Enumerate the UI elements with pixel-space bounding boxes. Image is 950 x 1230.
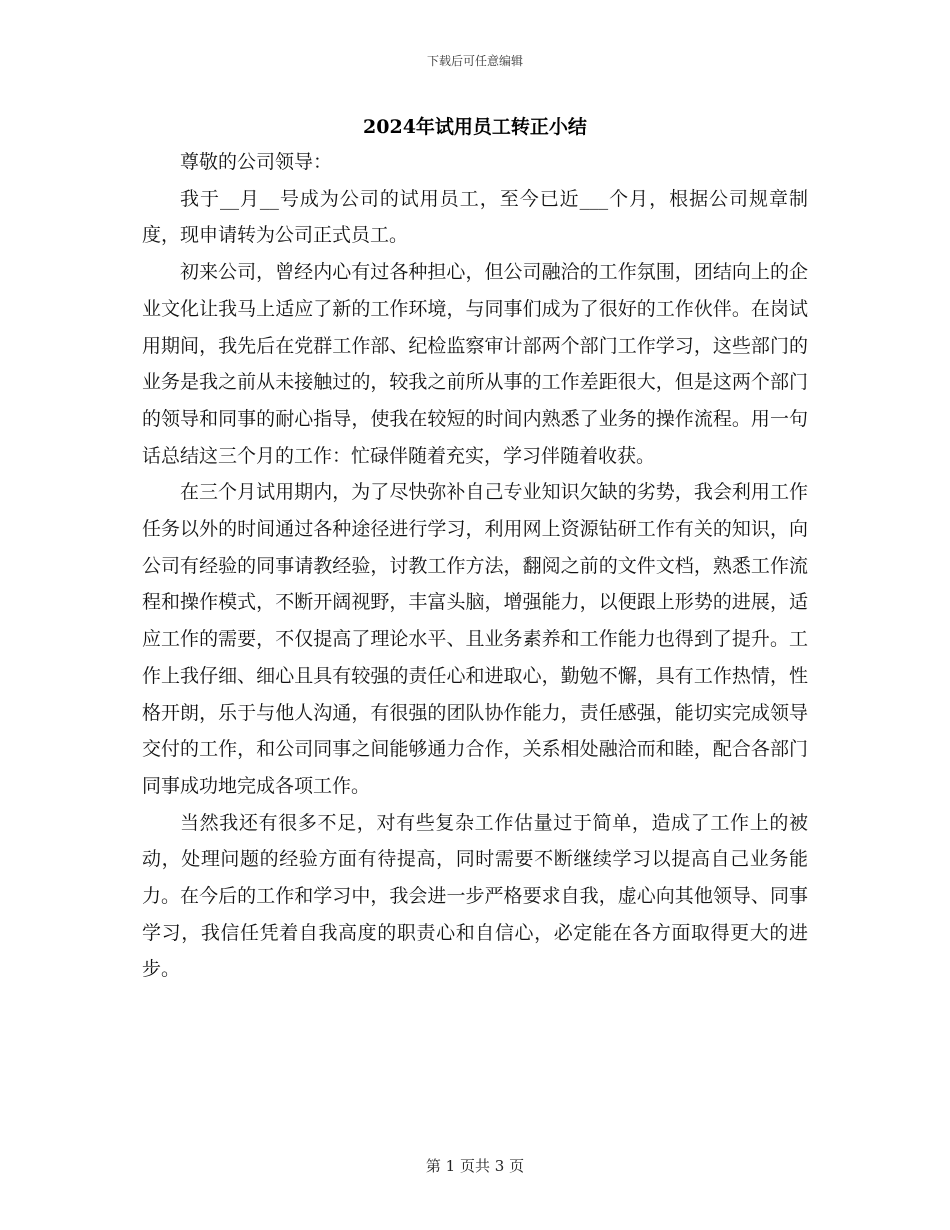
paragraph-2: 初来公司，曾经内心有过各种担心，但公司融洽的工作氛围，团结向上的企业文化让我马上适应了新的工作环境，与同事们成为了很好的工作伙伴。在岗试用期间，我先后在党群工作部、纪检监察审计部两个部门工作学习，这些部门的业务是我之前从未接触过的，较我之前所从事的工作差距很大，但是这两个部门的领导和同事的耐心指导，使我在较短的时间内熟悉了业务的操作流程。用一句话总结这三个月的工作：忙碌伴随着充实，学习伴随着收获。 [142, 261, 808, 467]
paragraph-4: 当然我还有很多不足，对有些复杂工作估量过于简单，造成了工作上的被动，处理问题的经验方面有待提高，同时需要不断继续学习以提高自己业务能力。在今后的工作和学习中，我会进一步严格要求自我，虚心向其他领导、同事学习，我信任凭着自我高度的职责心和自信心，必定能在各方面取得更大的进步。 [142, 811, 808, 981]
page-header-note: 下载后可任意编辑 [426, 54, 523, 68]
document-title: 2024年试用员工转正小结 [363, 116, 587, 138]
salutation: 尊敬的公司领导： [180, 151, 333, 173]
document-body [142, 144, 808, 988]
paragraph-1: 我于__月__号成为公司的试用员工，至今已近___个月，根据公司规章制度，现申请转为公司正式员工。 [142, 187, 808, 247]
page-number: 第 1 页共 3 页 [425, 1157, 525, 1175]
paragraph-3: 在三个月试用期内，为了尽快弥补自己专业知识欠缺的劣势，我会利用工作任务以外的时间通过各种途径进行学习，利用网上资源钻研工作有关的知识，向公司有经验的同事请教经验，讨教工作方法，翻阅之前的文件文档，熟悉工作流程和操作模式，不断开阔视野，丰富头脑，增强能力，以便跟上形势的进展，适应工作的需要，不仅提高了理论水平、且业务素养和工作能力也得到了提升。工作上我仔细、细心且具有较强的责任心和进取心，勤勉不懈，具有工作热情，性格开朗，乐于与他人沟通，有很强的团队协作能力，责任感强，能切实完成领导交付的工作，和公司同事之间能够通力合作，关系相处融洽而和睦，配合各部门同事成功地完成各项工作。 [142, 481, 808, 797]
